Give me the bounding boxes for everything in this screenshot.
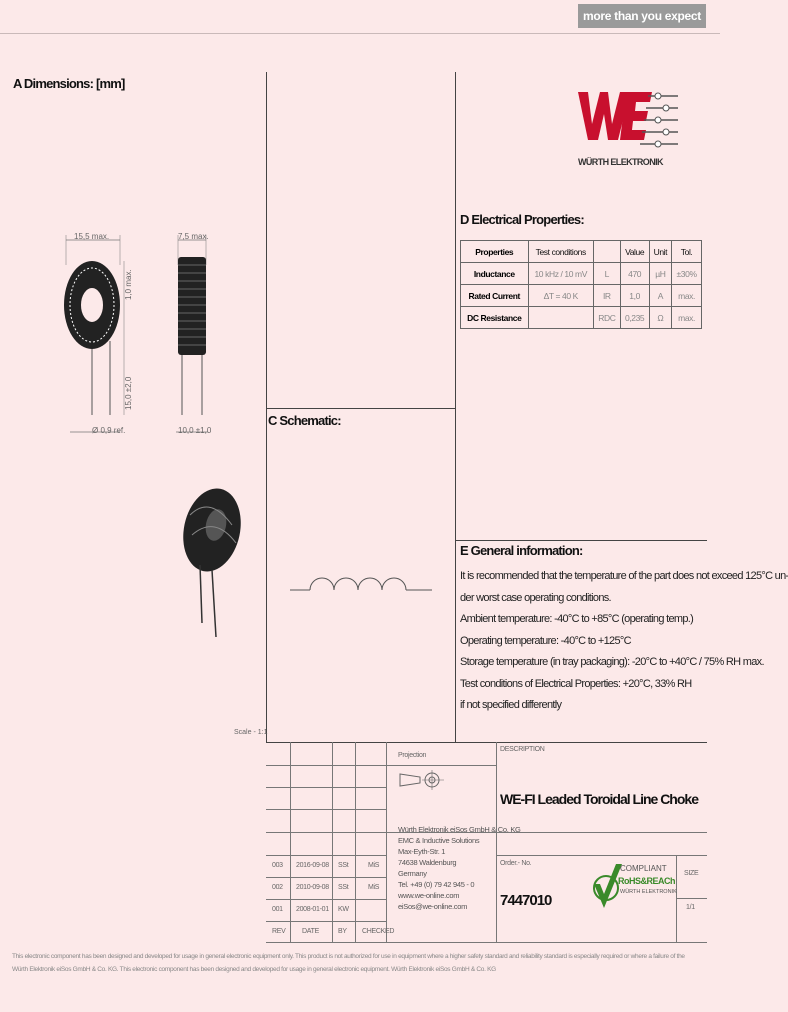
section-title-schematic: C Schematic: (268, 413, 341, 428)
rev-002-by: SSt (338, 884, 349, 891)
row-condition: ΔT = 40 K (528, 285, 594, 307)
header-properties: Properties (461, 241, 529, 263)
rev-002-date: 2010-09-08 (296, 884, 329, 891)
compliant-company: WÜRTH ELEKTRONIK (620, 889, 677, 895)
frame-line-general (455, 540, 707, 541)
dim-lead-spacing: 10,0 ±1,0 (178, 426, 212, 435)
tb-line (676, 898, 707, 899)
toroid-front-icon (64, 261, 120, 349)
inductor-schematic-icon (286, 560, 436, 600)
frame-line-right (455, 72, 456, 742)
tb-line (266, 942, 707, 943)
compliant-label: COMPLIANT (620, 864, 667, 873)
tb-line (266, 855, 386, 856)
table-header-row (461, 241, 702, 263)
company-line: Germany (398, 869, 427, 878)
header-tolerance: Tol. (672, 241, 702, 263)
dimension-drawing (40, 225, 265, 670)
header-symbol (594, 241, 621, 263)
tb-line (266, 765, 496, 766)
dim-pitch: Ø 0,9 ref. (92, 426, 126, 435)
row-unit: A (649, 285, 672, 307)
tb-line (266, 809, 386, 810)
general-line: Storage temperature (in tray packaging): -20°C to +40°C / 75% RH max. (460, 656, 764, 668)
rev-003-by: SSt (338, 862, 349, 869)
header-value: Value (620, 241, 649, 263)
general-line: der worst case operating conditions. (460, 591, 611, 604)
rev-001-date: 2008-01-01 (296, 906, 329, 913)
rev-003-check: MiS (368, 862, 380, 869)
row-value: 0,235 (620, 307, 649, 329)
section-title-general: E General information: (460, 543, 583, 558)
frame-line-schematic (266, 408, 456, 409)
disclaimer-text (12, 950, 712, 976)
general-line: It is recommended that the temperature of the part does not exceed 125°C un- (460, 570, 788, 582)
product-title: WE-FI Leaded Toroidal Line Choke (500, 791, 698, 807)
dim-inner-height: 1,0 max. (124, 269, 133, 300)
top-divider (0, 33, 720, 34)
disclaimer-line: This electronic component has been designed and developed for usage in general electronic equipment only. This product is not authorized for use in equipment where a higher safety standard and reliability standard is especially required or where a failure of the (12, 953, 685, 960)
row-unit: Ω (649, 307, 672, 329)
general-line: Ambient temperature: -40°C to +85°C (operating temp.) (460, 613, 694, 625)
row-property: DC Resistance (461, 307, 529, 329)
row-condition: 10 kHz / 10 mV (528, 263, 594, 285)
by-header: BY (338, 928, 347, 935)
rev-003-date: 2016-09-08 (296, 862, 329, 869)
scale-label: Scale - 1:1 (234, 729, 268, 736)
row-property: Inductance (461, 263, 529, 285)
company-line: EMC & Inductive Solutions (398, 836, 480, 845)
table-row (461, 285, 702, 307)
we-logo-mark-icon (578, 92, 678, 147)
rev-001-by: KW (338, 906, 349, 913)
tb-line (266, 899, 386, 900)
row-value: 1,0 (620, 285, 649, 307)
toroid-side-icon (178, 257, 206, 355)
table-row (461, 307, 702, 329)
tb-line (266, 921, 386, 922)
tb-line (355, 742, 356, 942)
projection-label: Projection (398, 752, 427, 759)
tb-line (290, 742, 291, 942)
row-symbol: L (594, 263, 621, 285)
row-value: 470 (620, 263, 649, 285)
dim-lead-length: 15,0 ±2,0 (124, 376, 133, 410)
row-unit: µH (649, 263, 672, 285)
company-line: Max-Eyth-Str. 1 (398, 847, 446, 856)
section-title-dimensions: A Dimensions: [mm] (13, 76, 125, 91)
general-line: Operating temperature: -40°C to +125°C (460, 634, 631, 647)
order-number: 7447010 (500, 892, 552, 909)
general-line: if not specified differently (460, 699, 562, 711)
size-label: SIZE (684, 870, 699, 877)
row-tolerance: ±30% (672, 263, 702, 285)
general-information-text (460, 566, 788, 717)
section-title-electrical: D Electrical Properties: (460, 212, 584, 227)
page-label: 1/1 (686, 904, 695, 911)
header-unit: Unit (649, 241, 672, 263)
rev-003: 003 (272, 862, 283, 869)
row-symbol: IR (594, 285, 621, 307)
order-number-label: Order.- No. (500, 860, 532, 867)
row-symbol: RDC (594, 307, 621, 329)
tb-line (266, 877, 386, 878)
dim-outer-diameter: 15,5 max. (74, 232, 110, 241)
row-condition (528, 307, 594, 329)
checked-header: CHECKED (362, 928, 395, 935)
dim-height: 7,5 max. (178, 232, 209, 241)
rev-002-check: MiS (368, 884, 380, 891)
logo-company-name: WÜRTH ELEKTRONIK (578, 157, 663, 167)
slogan-banner: more than you expect (578, 4, 706, 28)
disclaimer-line: Würth Elektronik eiSos GmbH & Co. KG. This electronic component has been designed and developed for usage in general electronic equipment. Würth Elektronik eiSos GmbH & Co. KG (12, 966, 496, 973)
tb-line (266, 787, 386, 788)
projection-symbol-icon (398, 764, 446, 796)
row-tolerance: max. (672, 307, 702, 329)
company-email-link[interactable]: eiSos@we-online.com (398, 902, 468, 911)
tb-line (386, 742, 387, 942)
rev-002: 002 (272, 884, 283, 891)
table-row (461, 263, 702, 285)
rohs-reach-label: RoHS&REACh (618, 876, 675, 886)
company-website-link[interactable]: www.we-online.com (398, 891, 460, 900)
rev-001: 001 (272, 906, 283, 913)
general-line: Test conditions of Electrical Properties: +20°C, 33% RH (460, 677, 692, 690)
frame-line-left (266, 72, 267, 742)
row-tolerance: max. (672, 285, 702, 307)
tb-line (332, 742, 333, 942)
description-label: DESCRIPTION (500, 746, 545, 753)
electrical-properties-table (460, 240, 702, 329)
row-property: Rated Current (461, 285, 529, 307)
company-line: Würth Elektronik eiSos GmbH & Co. KG (398, 825, 521, 834)
date-header: DATE (302, 928, 319, 935)
rev-header: REV (272, 928, 286, 935)
company-line: 74638 Waldenburg (398, 858, 457, 867)
company-line: Tel. +49 (0) 79 42 945 - 0 (398, 880, 475, 889)
toroid-3d-icon (176, 483, 248, 577)
header-test-conditions: Test conditions (528, 241, 594, 263)
